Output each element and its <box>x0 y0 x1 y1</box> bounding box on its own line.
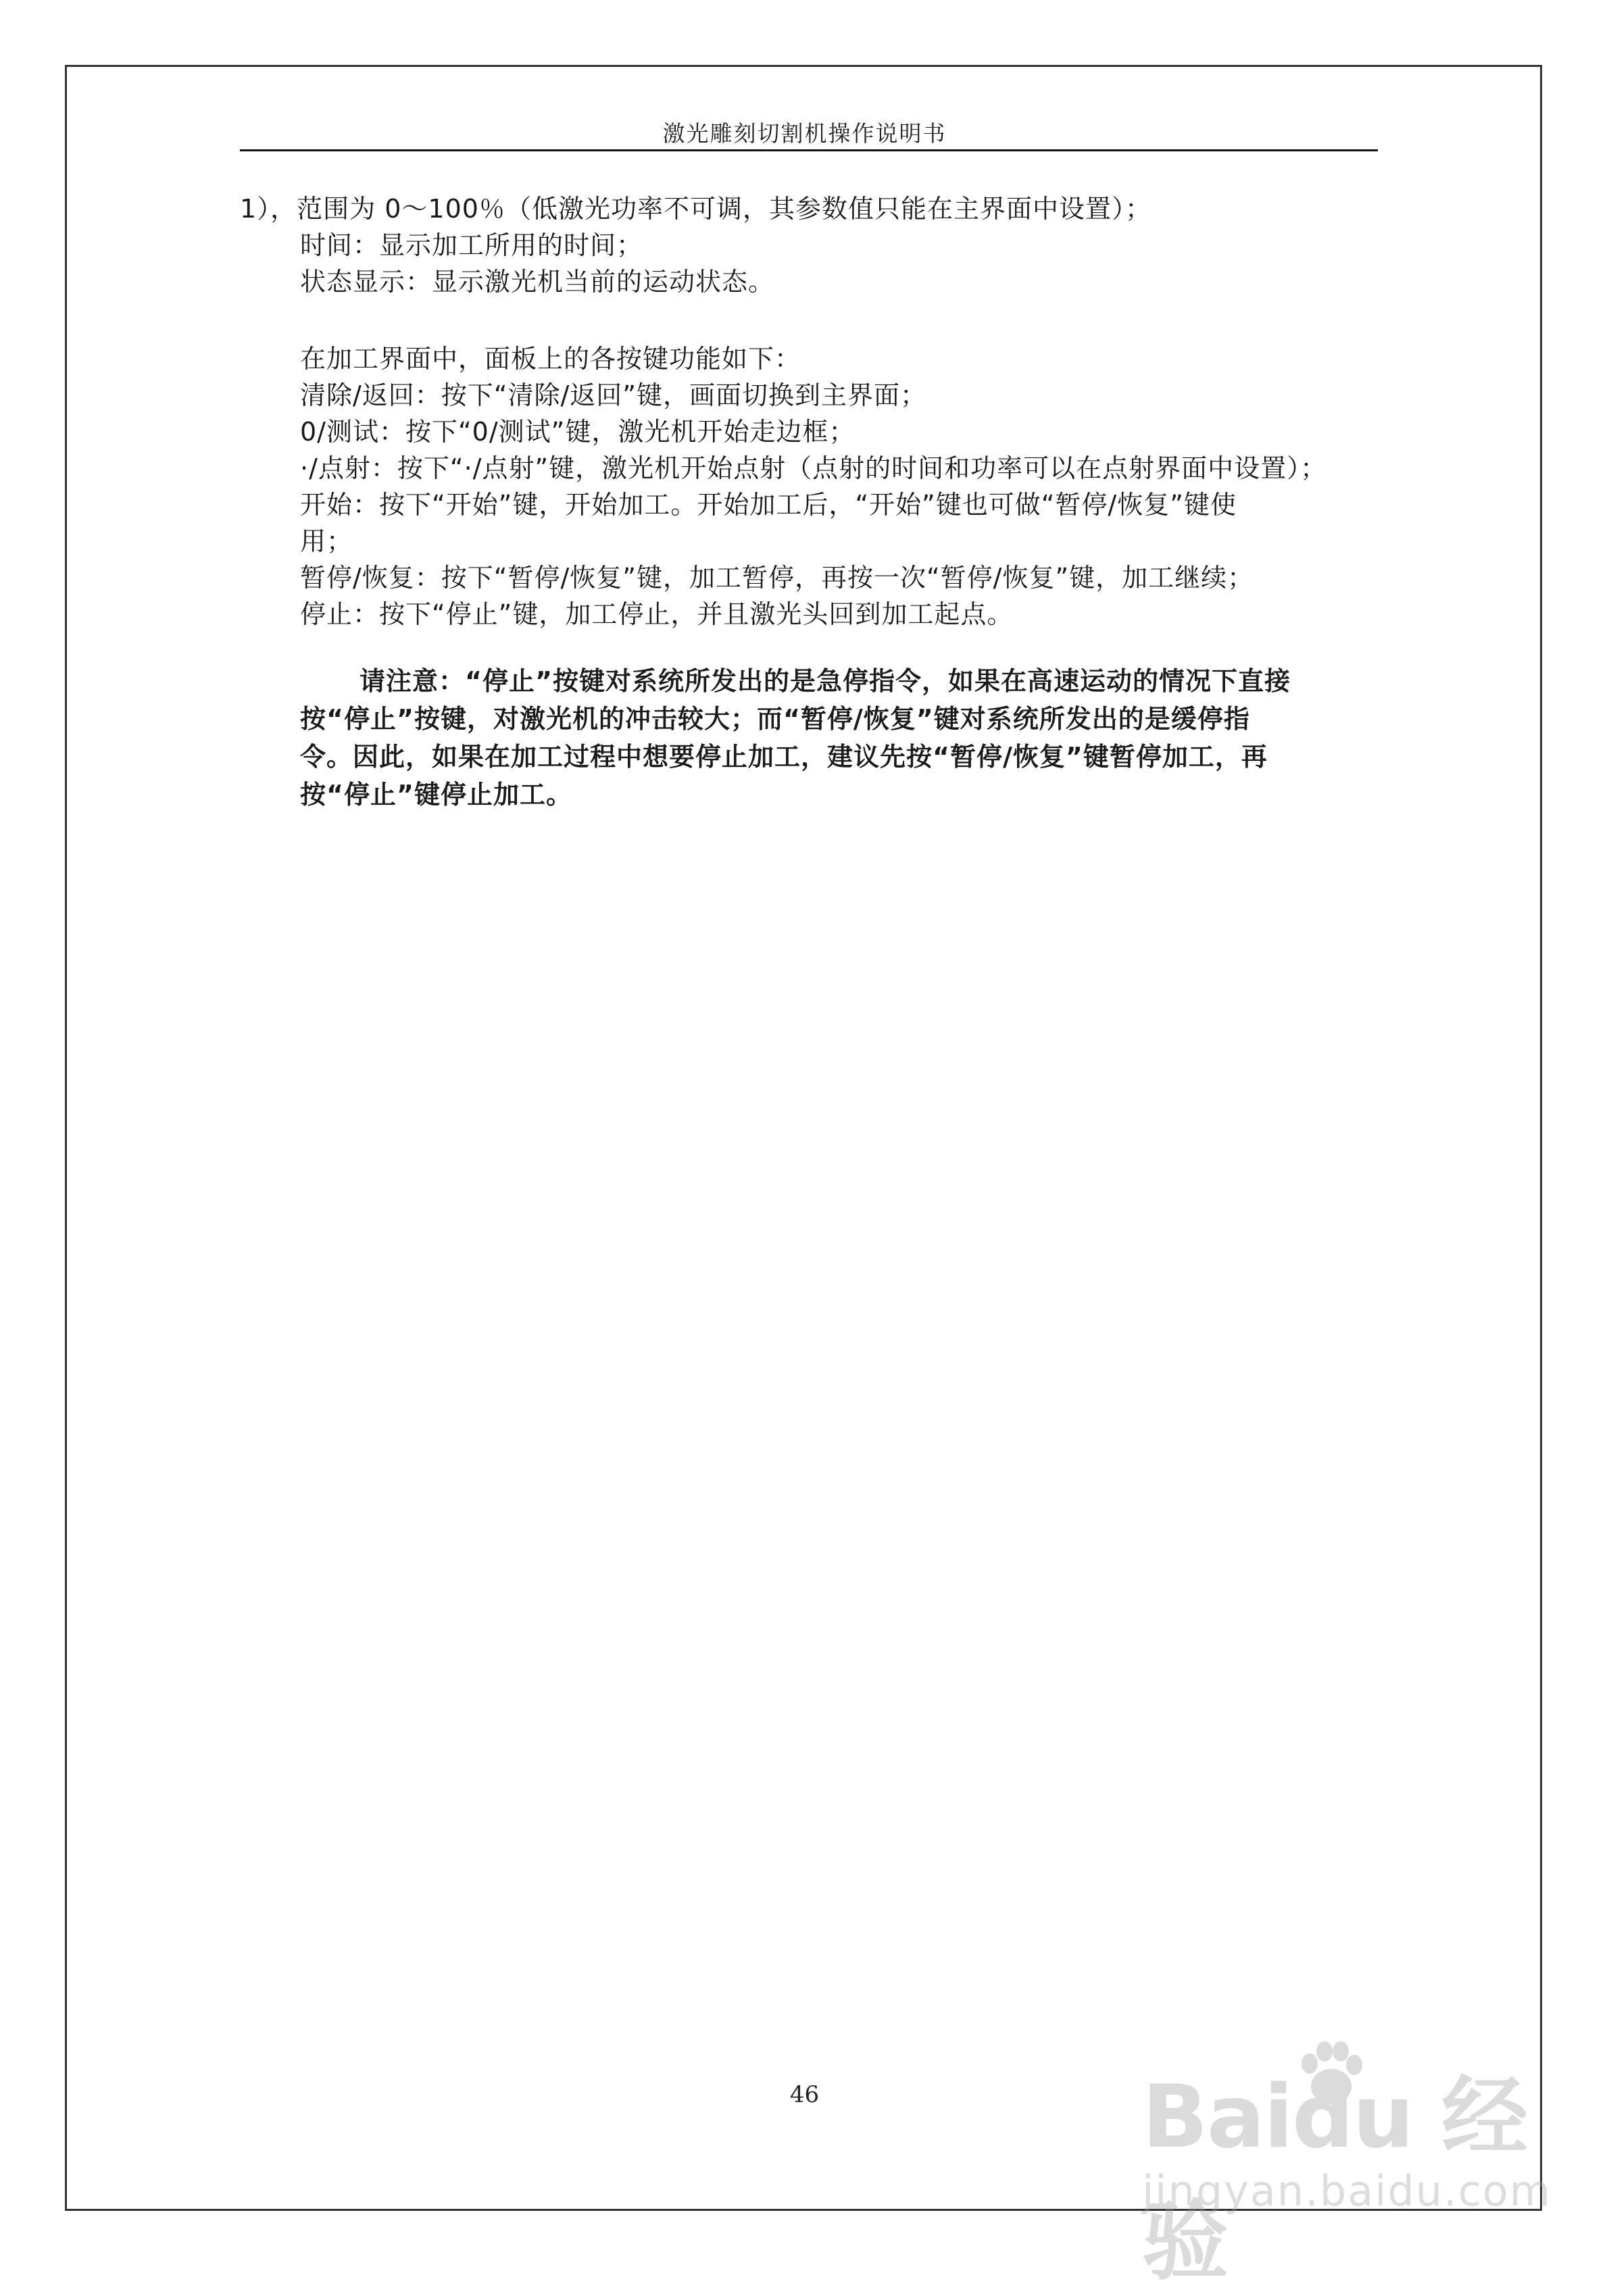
page-content <box>240 191 1378 814</box>
time-line: 时间：显示加工所用的时间； <box>300 230 643 260</box>
watermark-url: jingyan.baidu.com <box>1142 2166 1552 2216</box>
range-line: 1），范围为 0～100％（低激光功率不可调，其参数值只能在主界面中设置）； <box>240 194 1152 224</box>
clear-return-key-line: 清除/返回：按下“清除/返回”键，画面切换到主界面； <box>300 380 926 410</box>
stop-key-line: 停止：按下“停止”键，加工停止，并且激光头回到加工起点。 <box>300 599 1014 629</box>
watermark-logo-text: Baidu 经验 <box>1142 2067 1527 2292</box>
baidu-jingyan-watermark <box>1122 2034 1552 2292</box>
pause-resume-key-line: 暂停/恢复：按下“暂停/恢复”键，加工暂停，再按一次“暂停/恢复”键，加工继续； <box>300 563 1254 593</box>
panel-keys-intro: 在加工界面中，面板上的各按键功能如下： <box>300 344 801 374</box>
note-line: 令。因此，如果在加工过程中想要停止加工，建议先按“暂停/恢复”键暂停加工，再 <box>300 742 1268 772</box>
page-number: 46 <box>789 2081 820 2108</box>
status-line: 状态显示：显示激光机当前的运动状态。 <box>300 267 775 297</box>
zero-test-key-line: 0/测试：按下“0/测试”键，激光机开始走边框； <box>300 417 856 447</box>
attention-note <box>300 662 1383 814</box>
header-divider <box>240 149 1378 151</box>
note-line: 请注意：“停止”按键对系统所发出的是急停指令，如果在高速运动的情况下直接 <box>360 666 1291 696</box>
dot-pulse-key-line: ·/点射：按下“·/点射”键，激光机开始点射（点射的时间和功率可以在点射界面中设置）； <box>300 453 1327 483</box>
note-line: 按“停止”键停止加工。 <box>300 780 572 809</box>
start-key-line-cont: 用； <box>300 526 353 556</box>
document-header-title: 激光雕刻切割机操作说明书 <box>662 120 947 147</box>
start-key-line: 开始：按下“开始”键，开始加工。开始加工后，“开始”键也可做“暂停/恢复”键使 <box>300 490 1237 520</box>
note-line: 按“停止”按键，对激光机的冲击较大；而“暂停/恢复”键对系统所发出的是缓停指 <box>300 704 1250 734</box>
